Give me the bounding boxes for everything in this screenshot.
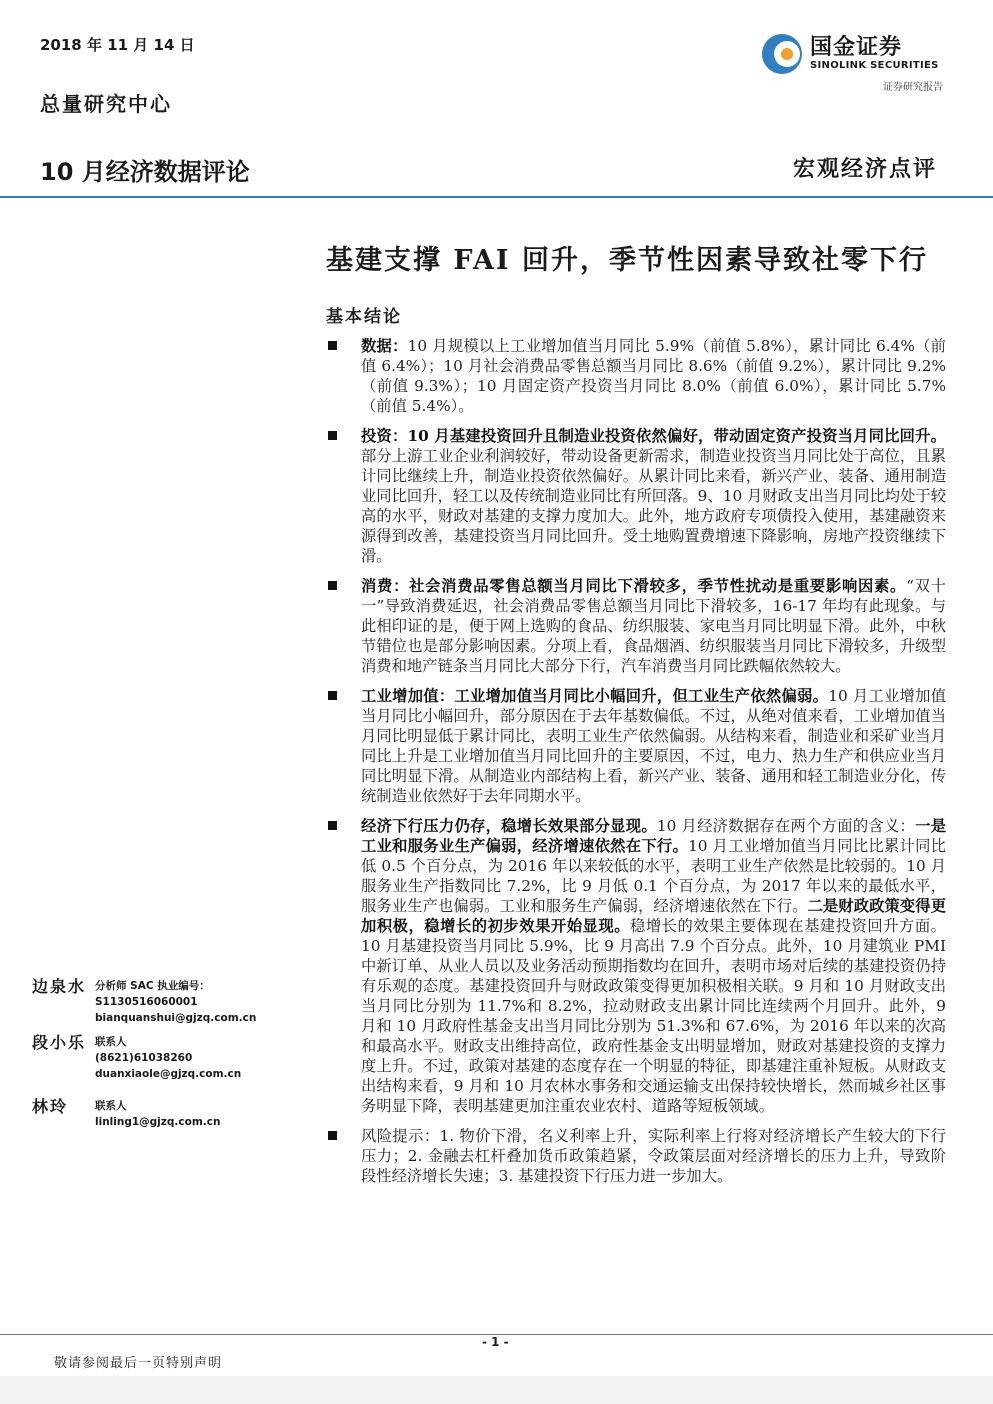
- analyst-email[interactable]: linling1@gjzq.com.cn: [95, 1116, 221, 1128]
- bottom-band: [0, 1376, 993, 1404]
- bullet-text-2: 10 月工业增加值当月同比比累计同比低 0.5 个百分点，为 2016 年以来较低的水平，表明工业生产依然是比较弱的。10 月服务业生产指数同比 7.2%，比 9 月低 0.1 个百分点，为 2017 年以来的最低水平，服务业生产也偏弱。工业和服务生产偏弱，经济增速依然在下行。: [361, 837, 946, 915]
- analyst-email[interactable]: bianquanshui@gjzq.com.cn: [95, 1012, 257, 1024]
- square-bullet-icon: [328, 341, 337, 350]
- analyst-entry: [32, 1094, 312, 1142]
- square-bullet-icon: [328, 821, 337, 830]
- analyst-entry: [32, 1030, 312, 1086]
- sinolink-logo-icon: [760, 32, 804, 76]
- headline: 基建支撑 FAI 回升，季节性因素导致社零下行: [326, 245, 928, 276]
- analyst-info: [95, 1098, 220, 1130]
- logo-cn-text: 国金证券: [810, 35, 903, 60]
- logo-en-text: SINOLINK SECURITIES: [810, 60, 939, 71]
- page-number: - 1 -: [482, 1335, 509, 1349]
- report-title: 10 月经济数据评论: [40, 158, 250, 186]
- list-item: [328, 576, 946, 676]
- bullet-lead-2: 一是工业和服务业生产偏弱，经济增速依然在下行。: [361, 817, 946, 855]
- list-item: [328, 426, 946, 566]
- bullet-text: 风险提示：1. 物价下滑，名义利率上升，实际利率上行将对经济增长产生较大的下行压力；2. 金融去杠杆叠加货币政策趋紧，令政策层面对经济增长的压力上升，导致阶段性经济增长失速；3. 基建投资下行压力进一步加大。: [361, 1127, 946, 1185]
- report-date: 2018 年 11 月 14 日: [40, 36, 195, 54]
- analyst-line: 联系人: [95, 1036, 127, 1048]
- bullet-lead: 工业增加值：工业增加值当月同比小幅回升，但工业生产依然偏弱。: [361, 687, 829, 705]
- header-divider: [0, 196, 993, 198]
- bullet-lead: 经济下行压力仍存，稳增长效果部分显现。: [361, 817, 657, 835]
- bullet-text: 部分上游工业企业利润较好，带动设备更新需求，制造业投资当月同比处于高位，且累计同比继续上升，制造业投资依然偏好。从累计同比来看，新兴产业、装备、通用制造业同比回升，轻工以及传统制造业同比有所回落。9、10 月财政支出当月同比均处于较高的水平，财政对基建的支撑力度加大。此外，地方政府专项债投入使用，基建融资来源得到改善，基建投资当月同比回升。受土地购置费增速下降影响，房地产投资继续下滑。: [361, 447, 946, 565]
- bullet-text: 10 月工业增加值当月同比小幅回升，部分原因在于去年基数偏低。不过，从绝对值来看，工业增加值当月同比明显低于累计同比，表明工业生产依然偏弱。从结构来看，制造业和采矿业当月同比上升是工业增加值当月同比回升的主要原因，不过，电力、热力生产和供应业当月同比明显下滑。从制造业内部结构上看，新兴产业、装备、通用和轻工制造业分化，传统制造业依然好于去年同期水平。: [361, 687, 946, 805]
- bullet-text: “双十一”导致消费延迟，社会消费品零售总额当月同比下滑较多，16-17 年均有此现象。与此相印证的是，便于网上选购的食品、纺织服装、家电当月同比明显下滑。此外，中秋节错位也是部分影响因素。分项上看，食品烟酒、纺织服装当月同比下滑较多，升级型消费和地产链条当月同比大部分下行，汽车消费当月同比跌幅依然较大。: [361, 577, 946, 675]
- square-bullet-icon: [328, 691, 337, 700]
- analyst-info: [95, 978, 312, 1026]
- list-item: [328, 816, 946, 1116]
- analyst-phone: (8621)61038260: [95, 1052, 193, 1064]
- bullet-text-3: 稳增长的效果主要体现在基建投资回升方面。10 月基建投资当月同比 5.9%，比 9 月高出 7.9 个百分点。此外，10 月建筑业 PMI 中新订单、从业人员以及业务活动预期指数均在回升，表明市场对后续的基建投资仍持有乐观的态度。基建投资回升与财政政策变得更加积极相关联。9 月和 10 月财政支出当月同比分别为 11.7%和 8.2%，拉动财政支出累计同比连续两个月回升。此外，9 月和 10 月政府性基金支出当月同比分别为 51.3%和 67.6%，为 2016 年以来的次高和最高水平。财政支出维持高位，政府性基金支出明显增加，财政对基建投资的支撑力度上升。不过，政策对基建的态度存在一个明显的特征，即基建注重补短板。从财政支出结构来看，9 月和 10 月农林水事务和交通运输支出保持较快增长，然而城乡社区事务明显下降，表明基建更加注重农业农村、道路等短板领域。: [361, 917, 946, 1115]
- analyst-list: [32, 974, 312, 1150]
- section-title: 基本结论: [326, 307, 402, 327]
- analyst-name: 边泉水: [32, 977, 87, 996]
- bullet-lead: 消费：社会消费品零售总额当月同比下滑较多，季节性扰动是重要影响因素。: [361, 577, 907, 595]
- square-bullet-icon: [328, 1131, 337, 1140]
- square-bullet-icon: [328, 431, 337, 440]
- department-name: 总量研究中心: [40, 92, 172, 116]
- analyst-name: 林玲: [32, 1097, 69, 1116]
- bullet-lead: 投资：10 月基建投资回升且制造业投资依然偏好，带动固定资产投资当月同比回升。: [361, 427, 946, 445]
- analyst-name: 段小乐: [32, 1033, 87, 1052]
- analyst-line: 分析师 SAC 执业编号：S1130516060001: [95, 980, 210, 1008]
- list-item: [328, 336, 946, 416]
- list-item: [328, 686, 946, 806]
- report-category: 宏观经济点评: [792, 156, 937, 182]
- report-label: 证券研究报告: [883, 82, 943, 93]
- disclaimer-note: 敬请参阅最后一页特别声明: [54, 1356, 223, 1371]
- bullet-text: 10 月经济数据存在两个方面的含义：: [656, 817, 916, 835]
- analyst-line: 联系人: [95, 1100, 127, 1112]
- analyst-info: [95, 1034, 241, 1082]
- conclusion-list: [328, 336, 946, 1196]
- bullet-text: 10 月规模以上工业增加值当月同比 5.9%（前值 5.8%），累计同比 6.4%（前值 6.4%）；10 月社会消费品零售总额当月同比 8.6%（前值 9.2%），累计同比 9.2%（前值 9.3%）；10 月固定资产投资当月同比 8.0%（前值 6.0%），累计同比 5.7%（前值 5.4%）。: [361, 337, 946, 415]
- analyst-email[interactable]: duanxiaole@gjzq.com.cn: [95, 1068, 242, 1080]
- bullet-lead-3: 二是财政政策变得更加积极，稳增长的初步效果开始显现。: [361, 897, 946, 935]
- square-bullet-icon: [328, 581, 337, 590]
- bullet-lead: 数据：: [361, 337, 408, 355]
- analyst-entry: [32, 974, 312, 1022]
- list-item: [328, 1126, 946, 1186]
